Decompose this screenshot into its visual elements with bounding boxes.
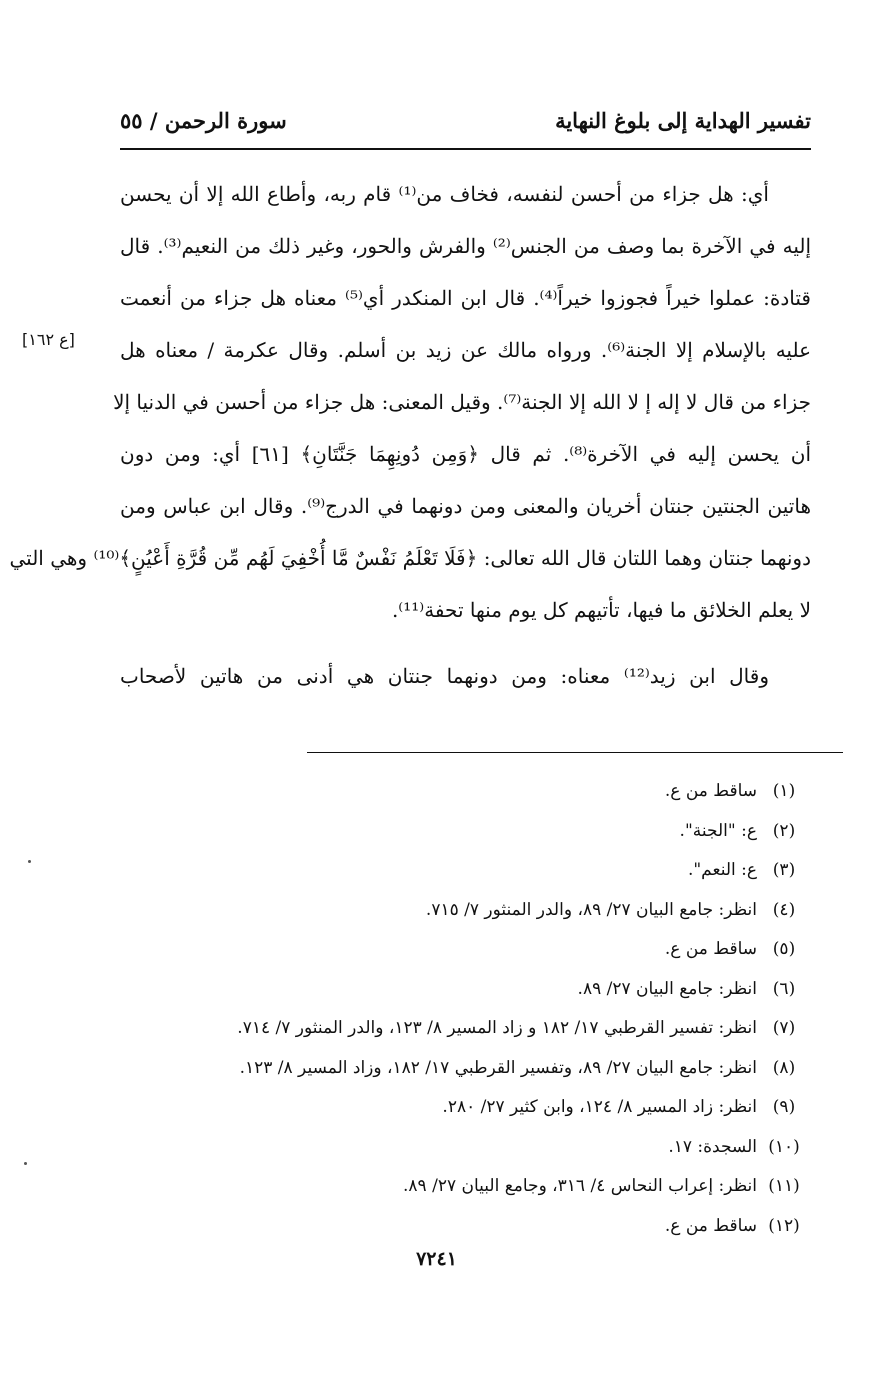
- text-line: لا يعلم الخلائق ما فيها، تأتيهم كل يوم منها تحفة⁽¹¹⁾.: [391, 598, 811, 622]
- footnote-text: انظر: جامع البيان ٢٧/ ٨٩، والدر المنثور ٧/ ٧١٥.: [425, 899, 757, 920]
- footnote-number: (٣): [772, 860, 796, 880]
- footnote: [120, 1210, 811, 1250]
- text-line: عليه بالإسلام إلا الجنة⁽⁶⁾. ورواه مالك عن زيد بن أسلم. وقال عكرمة / معناه هل: [120, 338, 812, 362]
- footnote-rule: [307, 752, 843, 753]
- footnote-text: ساقط من ع.: [664, 781, 757, 801]
- footnote-number: (٤): [772, 899, 796, 920]
- header-rule: [120, 148, 811, 150]
- footnote: [120, 1012, 811, 1052]
- footnote-number: (١٠): [768, 1136, 800, 1157]
- footnote-text: ع: النعم".: [687, 860, 757, 880]
- text-line: هاتين الجنتين جنتان أخريان والمعنى ومن دونهما في الدرج⁽⁹⁾. وقال ابن عباس ومن: [120, 494, 811, 518]
- scan-speck: [28, 860, 31, 863]
- footnote-text: انظر: زاد المسير ٨/ ١٢٤، وابن كثير ٢٧/ ٢٨٠.: [442, 1097, 757, 1117]
- footnote-text: السجدة: ١٧.: [668, 1136, 757, 1157]
- footnote-text: انظر: إعراب النحاس ٤/ ٣١٦، وجامع البيان ٢٧/ ٨٩.: [403, 1176, 757, 1196]
- footnote: [120, 854, 811, 894]
- footnote: [120, 973, 811, 1013]
- footnote-text: ساقط من ع.: [664, 939, 757, 959]
- footnote: [120, 1091, 811, 1131]
- footnote-number: (٢): [772, 820, 796, 841]
- running-header: [120, 108, 811, 148]
- page-number: ٧٢٤١: [416, 1248, 457, 1270]
- scan-speck: [24, 1162, 27, 1165]
- footnote: [120, 1170, 811, 1210]
- footnote-text: ع: "الجنة".: [679, 820, 757, 841]
- footnote-text: انظر: تفسير القرطبي ١٧/ ١٨٢ و زاد المسير ٨/ ١٢٣، والدر المنثور ٧/ ٧١٤.: [237, 1018, 757, 1038]
- text-line: جزاء من قال لا إله إ لا الله إلا الجنة⁽⁷⁾. وقيل المعنى: هل جزاء من أحسن في الدنيا إلا: [113, 390, 811, 414]
- footnote: [120, 775, 811, 815]
- text-line: قتادة: عملوا خيراً فجوزوا خيراً⁽⁴⁾. قال ابن المنكدر أي⁽⁵⁾ معناه هل جزاء من أنعمت: [120, 286, 811, 310]
- footnote-text: انظر: جامع البيان ٢٧/ ٨٩، وتفسير القرطبي ١٧/ ١٨٢، وزاد المسير ٨/ ١٢٣.: [239, 1057, 757, 1078]
- footnote: [120, 815, 811, 855]
- text-line: إليه في الآخرة بما وصف من الجنس⁽²⁾ والفرش والحور، وغير ذلك من النعيم⁽³⁾. قال: [120, 234, 812, 258]
- book-title: تفسير الهداية إلى بلوغ النهاية: [555, 108, 811, 133]
- footnote-number: (٥): [772, 939, 796, 959]
- footnote-number: (١٢): [768, 1215, 800, 1236]
- footnotes: [120, 775, 811, 1249]
- footnote-text: ساقط من ع.: [664, 1215, 757, 1236]
- surah-page-label: سورة الرحمن / ٥٥: [120, 108, 287, 133]
- text-line: أي: هل جزاء من أحسن لنفسه، فخاف من⁽¹⁾ قام ربه، وأطاع الله إلا أن يحسن: [120, 182, 769, 206]
- footnote-text: انظر: جامع البيان ٢٧/ ٨٩.: [577, 978, 757, 999]
- footnote: [120, 933, 811, 973]
- footnote-number: (٩): [772, 1097, 796, 1117]
- footnote-number: (١): [772, 781, 796, 801]
- manuscript-margin-note: [ع ١٦٢]: [22, 330, 75, 349]
- footnote: [120, 1052, 811, 1092]
- footnote-number: (٦): [772, 978, 796, 999]
- footnote: [120, 1131, 811, 1171]
- footnote-number: (٨): [772, 1057, 796, 1078]
- text-line: وقال ابن زيد⁽¹²⁾ معناه: ومن دونهما جنتان هي أدنى من هاتين لأصحاب: [120, 664, 769, 688]
- footnote: [120, 894, 811, 934]
- text-line: دونهما جنتان وهما اللتان قال الله تعالى: ﴿فَلَا تَعْلَمُ نَفْسٌ مَّا أُخْفِيَ لَهُم مِّن قُرَّةِ أَعْيُنٍ﴾⁽¹⁰⁾ وهي التي: [9, 546, 811, 570]
- text-line: أن يحسن إليه في الآخرة⁽⁸⁾. ثم قال ﴿وَمِن دُونِهِمَا جَنَّتَانِ﴾ [٦١] أي: ومن دون: [120, 442, 811, 466]
- footnote-number: (١١): [768, 1176, 800, 1196]
- footnote-number: (٧): [772, 1018, 796, 1038]
